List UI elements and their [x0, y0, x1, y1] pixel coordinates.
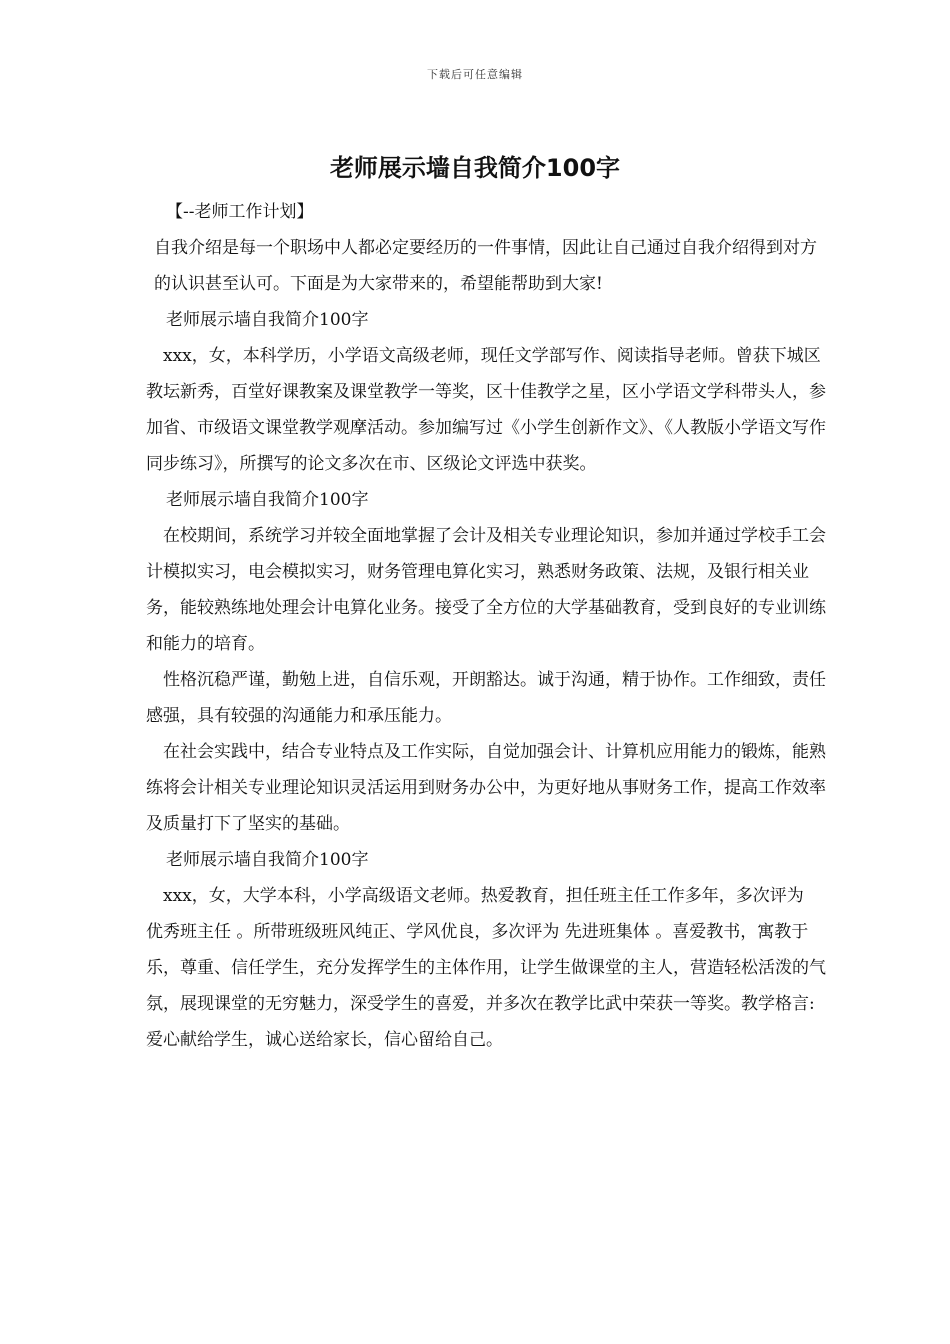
section-paragraph: xxx，女，大学本科，小学高级语文老师。热爱教育，担任班主任工作多年，多次评为 优秀班主任 。所带班级班风纯正、学风优良，多次评为 先进班集体 。喜爱教书，寓教于乐，尊重、信任学生，充分发挥学生的主体作用，让学生做课堂的主人，营造轻松活泼的气氛，展现课堂的无穷魅力，深受学生的喜爱，并多次在教学比武中荣获一等奖。教学格言:爱心献给学生，诚心送给家长，信心留给自己。	[146, 886, 826, 1050]
section-paragraph: 性格沉稳严谨，勤勉上进，自信乐观，开朗豁达。诚于沟通，精于协作。工作细致，责任感强，具有较强的沟通能力和承压能力。	[146, 670, 826, 726]
category-tag: 【--老师工作计划】	[166, 202, 314, 222]
section-paragraph: 在社会实践中，结合专业特点及工作实际，自觉加强会计、计算机应用能力的锻炼，能熟练将会计相关专业理论知识灵活运用到财务办公中，为更好地从事财务工作，提高工作效率及质量打下了坚实的基础。	[146, 742, 826, 834]
intro-paragraph: 自我介绍是每一个职场中人都必定要经历的一件事情，因此让自己通过自我介绍得到对方的认识甚至认可。下面是为大家带来的，希望能帮助到大家!	[154, 238, 817, 294]
page-header-note: 下载后可任意编辑	[427, 68, 523, 81]
document-body	[146, 194, 826, 1058]
section-heading: 老师展示墙自我简介100字	[166, 850, 369, 870]
section-heading: 老师展示墙自我简介100字	[166, 310, 369, 330]
section-paragraph: xxx，女，本科学历，小学语文高级老师，现任文学部写作、阅读指导老师。曾获下城区教坛新秀，百堂好课教案及课堂教学一等奖，区十佳教学之星，区小学语文学科带头人，参加省、市级语文课堂教学观摩活动。参加编写过《小学生创新作文》、《人教版小学语文写作同步练习》，所撰写的论文多次在市、区级论文评选中获奖。	[146, 346, 826, 474]
document-title: 老师展示墙自我简介100字	[329, 154, 621, 182]
section-paragraph: 在校期间，系统学习并较全面地掌握了会计及相关专业理论知识，参加并通过学校手工会计模拟实习，电会模拟实习，财务管理电算化实习，熟悉财务政策、法规，及银行相关业务，能较熟练地处理会计电算化业务。接受了全方位的大学基础教育，受到良好的专业训练和能力的培育。	[146, 526, 826, 654]
section-heading: 老师展示墙自我简介100字	[166, 490, 369, 510]
